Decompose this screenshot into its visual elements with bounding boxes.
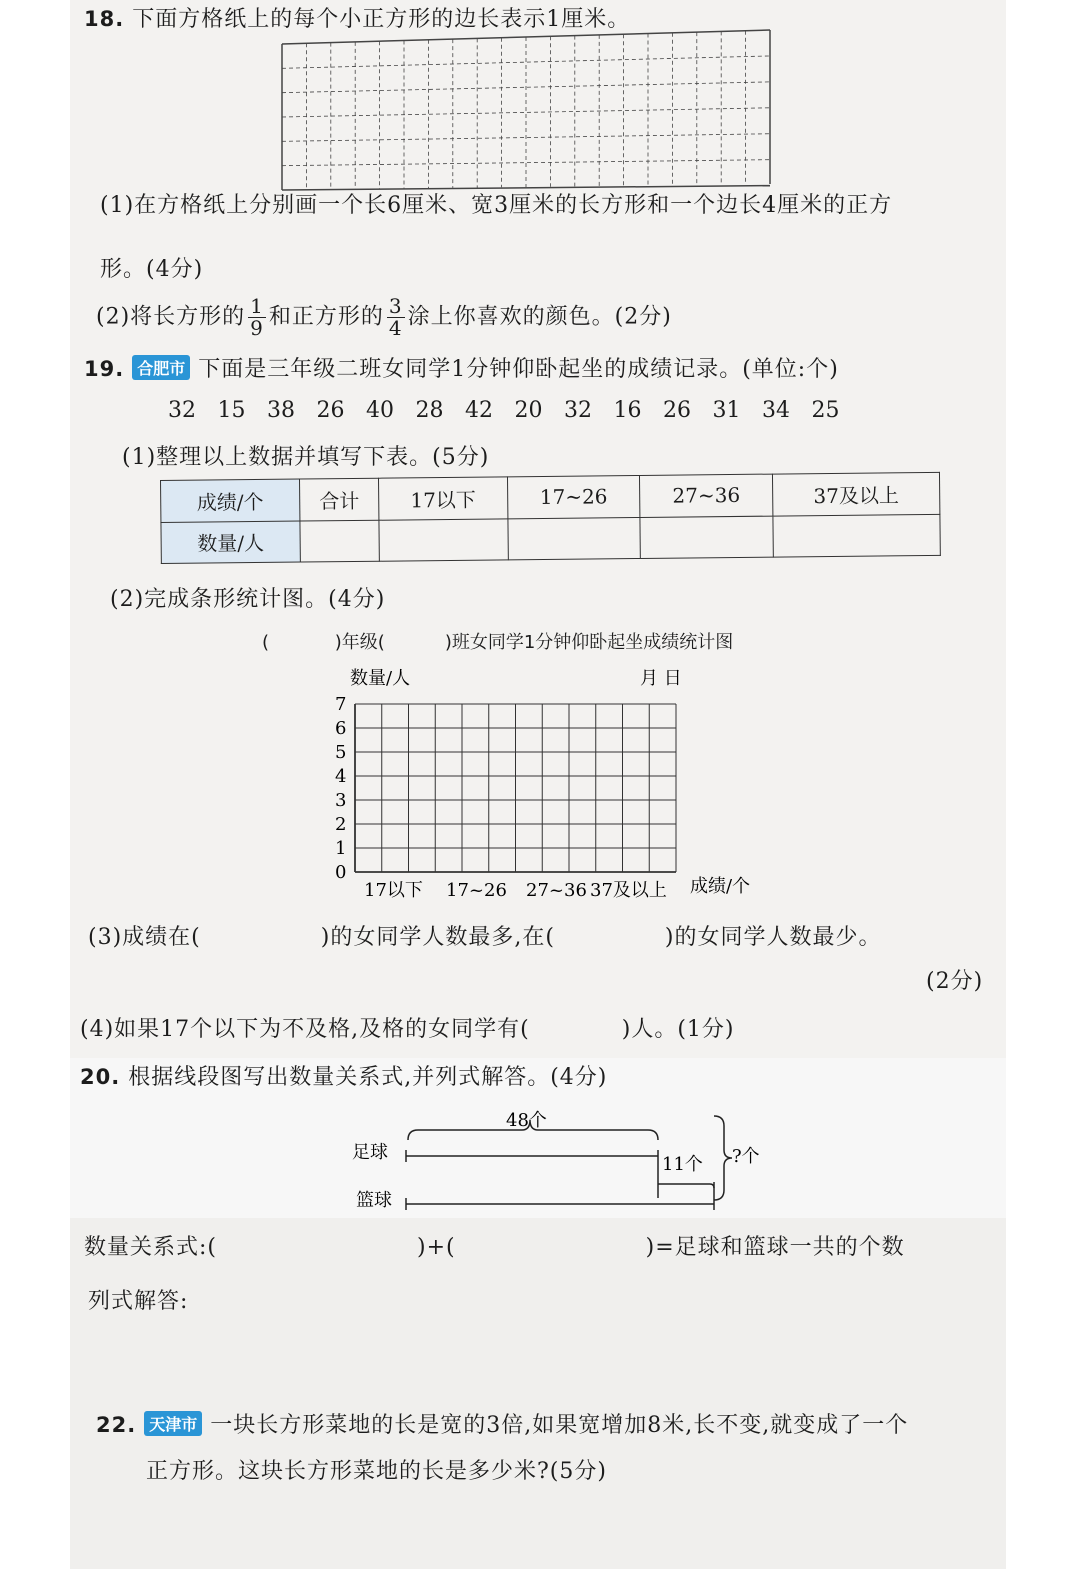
q19-part3-score: (2分): [926, 969, 984, 994]
x-tick-label: 27~36: [526, 880, 587, 901]
q19-part3-a: (3)成绩在(: [88, 925, 201, 950]
y-tick-label: 7: [335, 694, 347, 715]
score-value: 42: [465, 398, 493, 423]
q18-part1-line1: (1)在方格纸上分别画一个长6厘米、宽3厘米的长方形和一个边长4厘米的正方: [100, 193, 893, 218]
q18-part1-line2: 形。(4分): [100, 257, 204, 282]
q19-part3-c: )的女同学人数最少。: [664, 925, 882, 950]
score-value: 16: [613, 398, 642, 423]
fraction-one-ninth: [248, 296, 266, 339]
q19-number: 19.: [84, 357, 125, 381]
x-axis-label: 成绩/个: [690, 876, 751, 897]
col-header-27-36: 27~36: [640, 474, 773, 517]
q19-part3-b: )的女同学人数最多,在(: [320, 925, 555, 950]
q18-part2-a: (2)将长方形的: [96, 304, 246, 330]
score-value: 26: [316, 398, 345, 423]
table-row-count: [161, 514, 940, 564]
col-header-37-above: 37及以上: [772, 472, 940, 515]
q19-part4-b: )人。(1分): [621, 1017, 735, 1042]
score-value: 38: [267, 398, 295, 423]
q22-line2: 正方形。这块长方形菜地的长是多少米?(5分): [146, 1459, 607, 1484]
page-band-lower: [70, 1218, 1006, 1569]
x-tick-labels: [364, 880, 667, 901]
q19-city-tag: 合肥市: [132, 355, 190, 380]
chart-grid: [355, 704, 676, 872]
y-tick-label: 0: [335, 862, 347, 883]
y-axis-label: 数量/人: [350, 668, 411, 689]
q22-city-tag: 天津市: [144, 1411, 202, 1436]
q20-relation: [84, 1230, 905, 1261]
row-label-score: 成绩/个: [161, 479, 300, 522]
chart-date-label: 月 日: [640, 668, 682, 689]
q18-part2-b: 和正方形的: [268, 304, 384, 330]
x-tick-label: 17~26: [446, 880, 507, 901]
cell-below17-input[interactable]: [379, 518, 508, 561]
q19-part4-a: (4)如果17个以下为不及格,及格的女同学有(: [80, 1017, 530, 1042]
brace-11: [658, 1184, 714, 1188]
q20-number: 20.: [80, 1065, 121, 1089]
line-segment-diagram: [340, 1100, 800, 1220]
q18-part2-c: 涂上你喜欢的颜色。(2分): [407, 304, 672, 330]
q18-number: 18.: [84, 7, 125, 31]
relation-b: )+(: [417, 1235, 456, 1260]
q22-line1: 一块长方形菜地的长是宽的3倍,如果宽增加8米,长不变,就变成了一个: [210, 1413, 909, 1438]
score-value: 20: [514, 398, 543, 423]
frac2-den: 4: [388, 316, 403, 340]
chart-title-a: (: [262, 632, 270, 653]
q19-part2: (2)完成条形统计图。(4分): [110, 587, 386, 612]
q20-text: 根据线段图写出数量关系式,并列式解答。(4分): [128, 1065, 608, 1090]
x-tick-label: 17以下: [364, 880, 423, 901]
fraction-three-quarters: [387, 296, 405, 339]
chart-title-c: )班女同学1分钟仰卧起坐成绩统计图: [444, 632, 734, 653]
frac2-num: 3: [388, 294, 403, 318]
row-label-count: 数量/人: [161, 521, 300, 564]
score-value: 28: [415, 398, 444, 423]
q19-text: 下面是三年级二班女同学1分钟仰卧起坐的成绩记录。(单位:个): [198, 357, 839, 382]
y-tick-label: 4: [335, 766, 347, 787]
col-header-17-26: 17~26: [507, 475, 640, 518]
score-value: 26: [663, 398, 691, 423]
y-tick-label: 3: [335, 790, 347, 811]
bar-chart[interactable]: [320, 660, 800, 910]
score-value: 32: [168, 398, 196, 423]
q19-part4: [80, 1012, 735, 1043]
chart-title: [262, 628, 733, 654]
score-value: 25: [811, 398, 840, 423]
x-tick-label: 37及以上: [590, 880, 667, 901]
label-11: 11个: [662, 1154, 703, 1175]
label-football: 足球: [352, 1142, 388, 1163]
q22-number: 22.: [96, 1413, 137, 1437]
q18-grid-paper[interactable]: [270, 22, 790, 202]
label-total: ?个: [732, 1146, 760, 1167]
score-value: 31: [712, 398, 741, 423]
q20-solve: 列式解答:: [88, 1289, 189, 1314]
relation-a: 数量关系式:(: [84, 1235, 217, 1260]
y-tick-label: 2: [335, 814, 347, 835]
label-48: 48个: [506, 1110, 547, 1131]
frac1-den: 9: [250, 316, 264, 340]
label-basketball: 篮球: [356, 1190, 392, 1211]
q19-data-table: [160, 472, 941, 564]
q22-prompt: [96, 1408, 908, 1439]
cell-17-26-input[interactable]: [508, 517, 641, 560]
cell-total-input[interactable]: [300, 520, 380, 562]
col-header-total: 合计: [299, 478, 379, 520]
col-header-below17: 17以下: [379, 477, 508, 520]
grid-lines: [282, 30, 770, 190]
q19-prompt: [84, 352, 839, 383]
frac1-num: 1: [250, 294, 264, 318]
chart-title-b: )年级(: [334, 632, 385, 653]
q19-score-list: [168, 398, 861, 423]
q20-prompt: [80, 1060, 607, 1091]
q19-part1: (1)整理以上数据并填写下表。(5分): [122, 445, 490, 470]
q19-part3: [88, 920, 882, 951]
score-value: 15: [217, 398, 246, 423]
score-value: 32: [564, 398, 592, 423]
relation-c: )=足球和篮球一共的个数: [645, 1235, 905, 1260]
y-tick-label: 6: [335, 718, 347, 739]
brace-total: [714, 1116, 732, 1200]
score-value: 34: [762, 398, 790, 423]
cell-27-36-input[interactable]: [640, 516, 773, 559]
cell-37-above-input[interactable]: [773, 514, 941, 557]
q18-text: 下面方格纸上的每个小正方形的边长表示1厘米。: [132, 7, 631, 32]
y-tick-label: 5: [335, 742, 347, 763]
y-tick-labels: [335, 694, 346, 883]
y-tick-label: 1: [335, 838, 347, 859]
score-value: 40: [366, 398, 394, 423]
q18-part2: [96, 296, 672, 339]
